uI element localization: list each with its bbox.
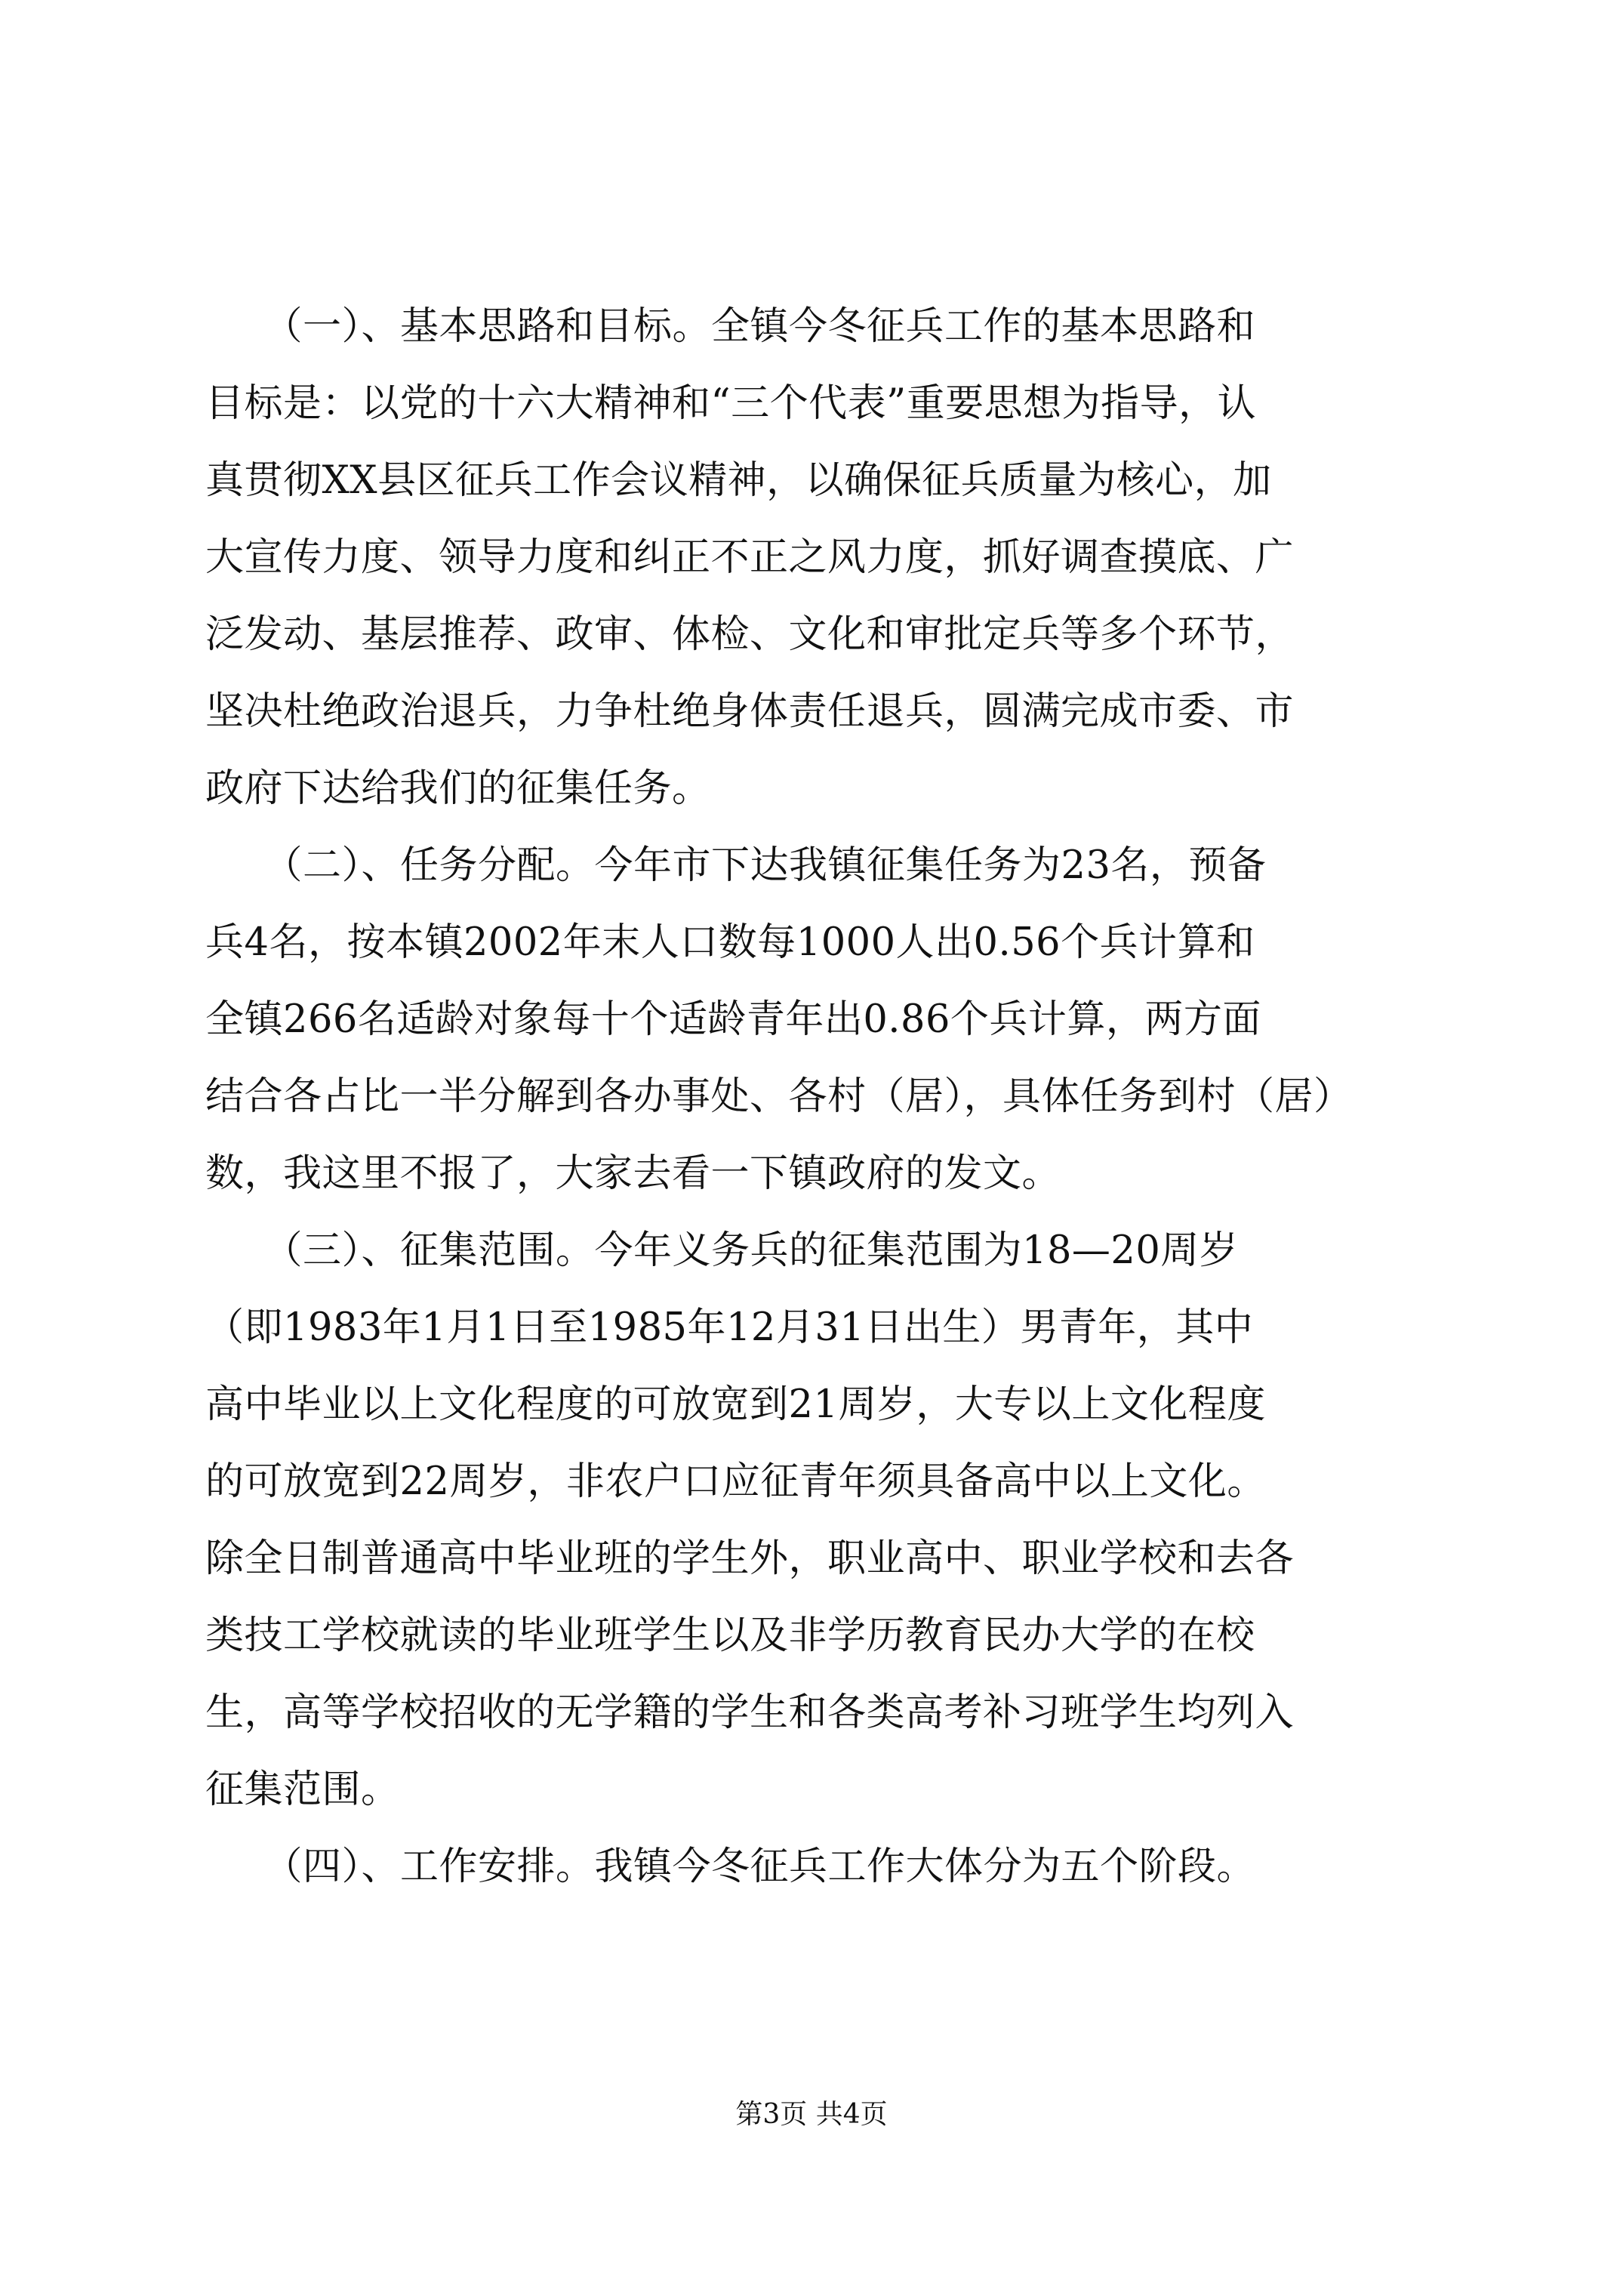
text-line: 类技工学校就读的毕业班学生以及非学历教育民办大学的在校 bbox=[205, 1613, 1255, 1658]
text-line: （即1983年1月1日至1985年12月31日出生）男青年，其中 bbox=[205, 1305, 1254, 1350]
text-line: 大宣传力度、领导力度和纠正不正之风力度，抓好调查摸底、广 bbox=[205, 535, 1295, 580]
text-line: 目标是：以党的十六大精神和“三个代表”重要思想为指导，认 bbox=[205, 381, 1257, 426]
text-line: 全镇266名适龄对象每十个适龄青年出0.86个兵计算，两方面 bbox=[205, 997, 1261, 1042]
text-line: 真贯彻XX县区征兵工作会议精神，以确保征兵质量为核心，加 bbox=[205, 458, 1272, 503]
text-line: 征集范围。 bbox=[205, 1767, 400, 1812]
text-line: 生，高等学校招收的无学籍的学生和各类高考补习班学生均列入 bbox=[205, 1690, 1295, 1735]
text-line: 高中毕业以上文化程度的可放宽到21周岁，大专以上文化程度 bbox=[205, 1382, 1266, 1427]
text-line: 泛发动、基层推荐、政审、体检、文化和审批定兵等多个环节， bbox=[205, 612, 1295, 657]
document-body bbox=[205, 288, 1418, 1906]
text-line: 的可放宽到22周岁，非农户口应征青年须具备高中以上文化。 bbox=[205, 1459, 1266, 1504]
text-line: （四）、工作安排。我镇今冬征兵工作大体分为五个阶段。 bbox=[205, 1845, 1256, 1889]
text-line: 数，我这里不报了，大家去看一下镇政府的发文。 bbox=[205, 1151, 1061, 1196]
text-line: 结合各占比一半分解到各办事处、各村（居），具体任务到村（居） bbox=[205, 1074, 1353, 1119]
text-line: 除全日制普通高中毕业班的学生外，职业高中、职业学校和去各 bbox=[205, 1536, 1295, 1581]
text-line: （一）、基本思路和目标。全镇今冬征兵工作的基本思路和 bbox=[205, 304, 1256, 349]
text-line: 政府下达给我们的征集任务。 bbox=[205, 766, 711, 811]
text-line: 兵4名，按本镇2002年末人口数每1000人出0.56个兵计算和 bbox=[205, 920, 1255, 965]
text-line: （三）、征集范围。今年义务兵的征集范围为18—20周岁 bbox=[205, 1228, 1239, 1273]
page-number-label: 第3页 共4页 bbox=[735, 2099, 888, 2130]
text-line: 坚决杜绝政治退兵，力争杜绝身体责任退兵，圆满完成市委、市 bbox=[205, 689, 1295, 734]
text-line: （二）、任务分配。今年市下达我镇征集任务为23名，预备 bbox=[205, 843, 1267, 888]
page-footer bbox=[0, 2096, 1623, 2134]
